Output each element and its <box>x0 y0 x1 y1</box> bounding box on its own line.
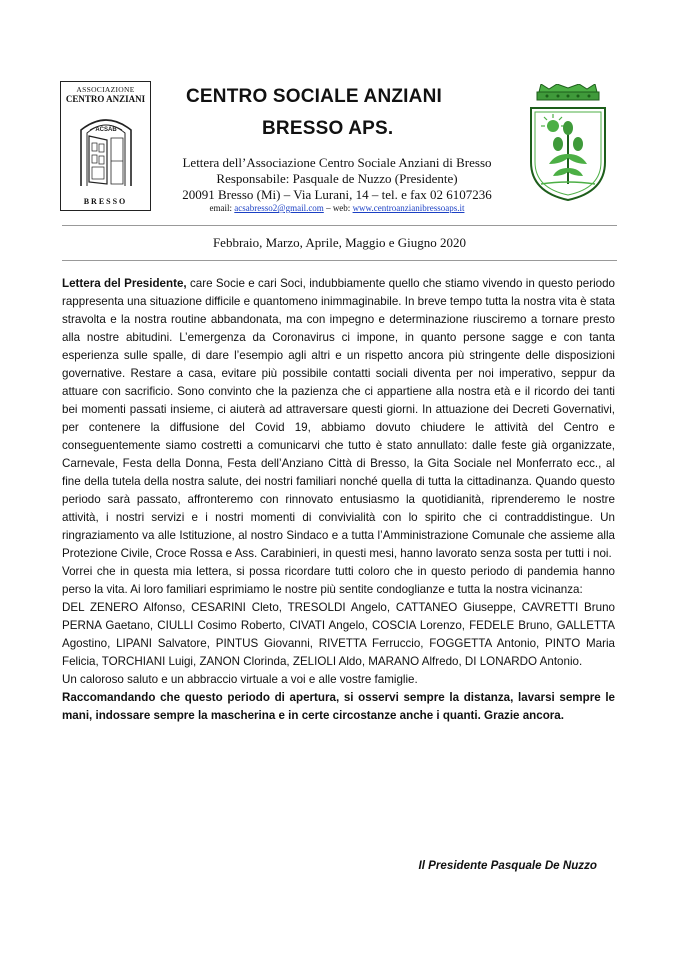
period-heading: Febbraio, Marzo, Aprile, Maggio e Giugno 2020 <box>212 235 467 250</box>
signature: Il Presidente Pasquale De Nuzzo <box>418 859 597 872</box>
header-contacts <box>150 203 524 214</box>
web-label: – web: <box>326 203 351 213</box>
email-label: email: <box>209 203 233 213</box>
logo-line-association: ASSOCIAZIONE <box>76 85 135 94</box>
logo-sign-text: ACSAB <box>95 127 117 133</box>
letter-paragraph-1 <box>62 275 615 563</box>
door-icon <box>75 110 137 188</box>
letter-closing <box>62 689 615 725</box>
divider-top <box>62 225 617 226</box>
letter-greeting: Un caloroso saluto e un abbraccio virtuale a voi e alle vostre famiglie. <box>62 673 418 686</box>
email-link[interactable]: acsabresso2@gmail.com <box>234 203 324 213</box>
header-responsible: Responsabile: Pasquale de Nuzzo (Presidente) <box>216 171 458 186</box>
letter-paragraph-2: Vorrei che in questa mia lettera, si possa ricordare tutti coloro che in questo periodo di pandemia hanno perso la vita. Ai loro familiari esprimiamo le nostre più sentite condoglianze e tutta la nostra vicinanza: <box>62 565 615 596</box>
page-title-line-2: BRESSO APS. <box>262 118 394 139</box>
logo-line-bresso: BRESSO <box>83 197 128 206</box>
letter-closing-text: Raccomandando che questo periodo di apertura, si osservi sempre la distanza, lavarsi sempre le mani, indossare sempre la mascherina e in certe circostanze anche i quanti. Grazie ancora. <box>62 691 615 722</box>
header-description: Lettera dell’Associazione Centro Sociale Anziani di Bresso <box>182 155 492 170</box>
website-link[interactable]: www.centroanzianibressoaps.it <box>352 203 465 213</box>
logo-line-centro-anziani: CENTRO ANZIANI <box>65 94 146 104</box>
letter-intro: Lettera del Presidente, <box>62 277 187 290</box>
memorial-names: DEL ZENERO Alfonso, CESARINI Cleto, TRESOLDI Angelo, CATTANEO Giuseppe, CAVRETTI Bruno PERNA Gaetano, CIULLI Cosimo Roberto, CIVATI Angelo, COSCIA Lorenzo, FEDELE Bruno, GALLETTA Agostino, LIPANI Salvatore, PINTUS Giovanni, RIVETTA Ferruccio, FOGGETTA Antonio, PINTO Maria Felicia, TORCHIANI Luigi, ZANON Clorinda, ZELIOLI Aldo, MARANO Alfredo, DI LONARDO Antonio. <box>62 601 615 668</box>
letter-body <box>62 275 615 725</box>
association-logo <box>60 81 151 211</box>
page-title-line-1: CENTRO SOCIALE ANZIANI <box>186 86 442 107</box>
divider-bottom <box>62 260 617 261</box>
letter-paragraph-1-text: care Socie e cari Soci, indubbiamente quello che stiamo vivendo in questo periodo rappresenta una situazione difficile e quantomeno inimmaginabile. In breve tempo tutta la nostra vita è stata stravolta e la nostra routine abbandonata, ma con impegno e determinazione riusciremo a tornare presto alla nostre abitudini. L’emergenza da Coronavirus ci impone, in quanto persone sagge e con tanta esperienza sulle spalle, di dare l’esempio agli altri e un rispetto ancora più stringente delle disposizioni governative. Restare a casa, evitare più possibile contatti sociali diventa per noi imperativo, seppur da attuare con sacrificio. Sono convinto che la pazienza che ci appartiene alla nostra età e il ricordo dei tanti bei momenti passati insieme, ci aiuterà ad attraversare questi giorni. In attuazione dei Decreti Governativi, per contenere la diffusione del Covid 19, abbiamo dovuto chiudere le attività del Centro e conseguentemente siamo costretti a comunicarvi che tutto è stato annullato: dalle feste già organizzate, Carnevale, Festa della Donna, Festa dell’Anziano Città di Bresso, la Gita Sociale nel Monferrato ecc., al fine della tutela della nostra salute, dei nostri familiari nonché quella di tutta la cittadinanza. Quando questo periodo sarà passato, affronteremo con rinnovato entusiasmo la quotidianità, riprenderemo le nostre attività, i nostri servizi e i nostri momenti di convivialità con lo spirito che ci contraddistingue. Un ringraziamento va alle Istituzione, al nostro Sindaco e a tutta l’Amministrazione Comunale che assieme alla Protezione Civile, Croce Rossa e Ass. Carabinieri, in questi mesi, hanno lavorato senza sosta per tutti i noi. <box>62 277 615 560</box>
coat-of-arms-icon <box>527 84 609 202</box>
header-address: 20091 Bresso (Mi) – Via Lurani, 14 – tel. e fax 02 6107236 <box>182 187 492 202</box>
